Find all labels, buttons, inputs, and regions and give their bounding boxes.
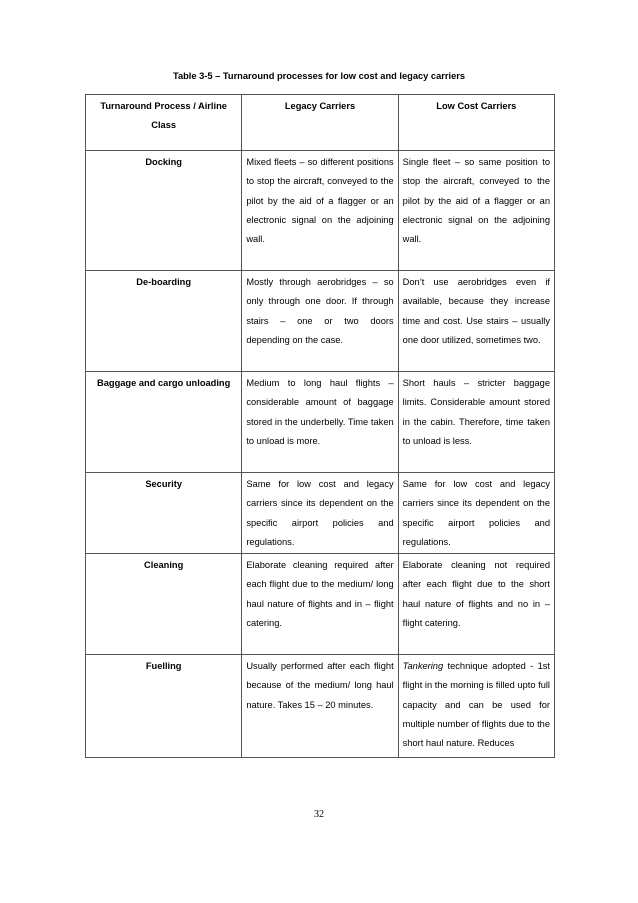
page-number: 32 bbox=[314, 809, 324, 820]
process-cell: Docking bbox=[86, 151, 242, 271]
process-cell: Cleaning bbox=[86, 554, 242, 655]
legacy-cell: Elaborate cleaning required after each flight due to the medium/ long haul nature of flights and in – flight catering. bbox=[242, 554, 398, 655]
legacy-cell: Medium to long haul flights – considerable amount of baggage stored in the underbelly. Time taken to unload is more. bbox=[242, 372, 398, 473]
legacy-cell: Mixed fleets – so different positions to stop the aircraft, conveyed to the pilot by the aid of a flagger or an electronic signal on the adjoining wall. bbox=[242, 151, 398, 271]
lowcost-cell: Same for low cost and legacy carriers since its dependent on the specific airport policies and regulations. bbox=[398, 473, 554, 554]
table-row bbox=[86, 372, 555, 473]
table-row bbox=[86, 655, 555, 758]
lowcost-cell: Elaborate cleaning not required after each flight due to the short haul nature of flights and no in – flight catering. bbox=[398, 554, 554, 655]
header-legacy: Legacy Carriers bbox=[242, 95, 398, 151]
header-process: Turnaround Process / Airline Class bbox=[86, 95, 242, 151]
process-cell: Baggage and cargo unloading bbox=[86, 372, 242, 473]
legacy-cell: Usually performed after each flight because of the medium/ long haul nature. Takes 15 – 20 minutes. bbox=[242, 655, 398, 758]
lowcost-cell-text: technique adopted - 1st flight in the morning is filled upto full capacity and can be used for multiple number of flights due to the short haul nature. Reduces bbox=[402, 661, 550, 749]
lowcost-cell: Single fleet – so same position to stop the aircraft, conveyed to the pilot by the aid of a flagger or an electronic signal on the adjoining wall. bbox=[398, 151, 554, 271]
turnaround-table bbox=[85, 94, 555, 758]
table-row bbox=[86, 271, 555, 372]
table-row bbox=[86, 473, 555, 554]
lowcost-cell: Short hauls – stricter baggage limits. Considerable amount stored in the cabin. Therefore, time taken to unload is less. bbox=[398, 372, 554, 473]
process-cell: De-boarding bbox=[86, 271, 242, 372]
legacy-cell: Same for low cost and legacy carriers since its dependent on the specific airport policies and regulations. bbox=[242, 473, 398, 554]
table-caption: Table 3-5 – Turnaround processes for low cost and legacy carriers bbox=[172, 71, 466, 81]
lowcost-cell bbox=[398, 655, 554, 758]
header-lowcost: Low Cost Carriers bbox=[398, 95, 554, 151]
table-row bbox=[86, 554, 555, 655]
tankering-term: Tankering bbox=[402, 661, 444, 671]
lowcost-cell: Don’t use aerobridges even if available, because they increase time and cost. Use stairs – usually one door utilized, sometimes two. bbox=[398, 271, 554, 372]
table-header-row bbox=[86, 95, 555, 151]
process-cell: Fuelling bbox=[86, 655, 242, 758]
legacy-cell: Mostly through aerobridges – so only through one door. If through stairs – one or two doors depending on the case. bbox=[242, 271, 398, 372]
process-cell: Security bbox=[86, 473, 242, 554]
table-row bbox=[86, 151, 555, 271]
